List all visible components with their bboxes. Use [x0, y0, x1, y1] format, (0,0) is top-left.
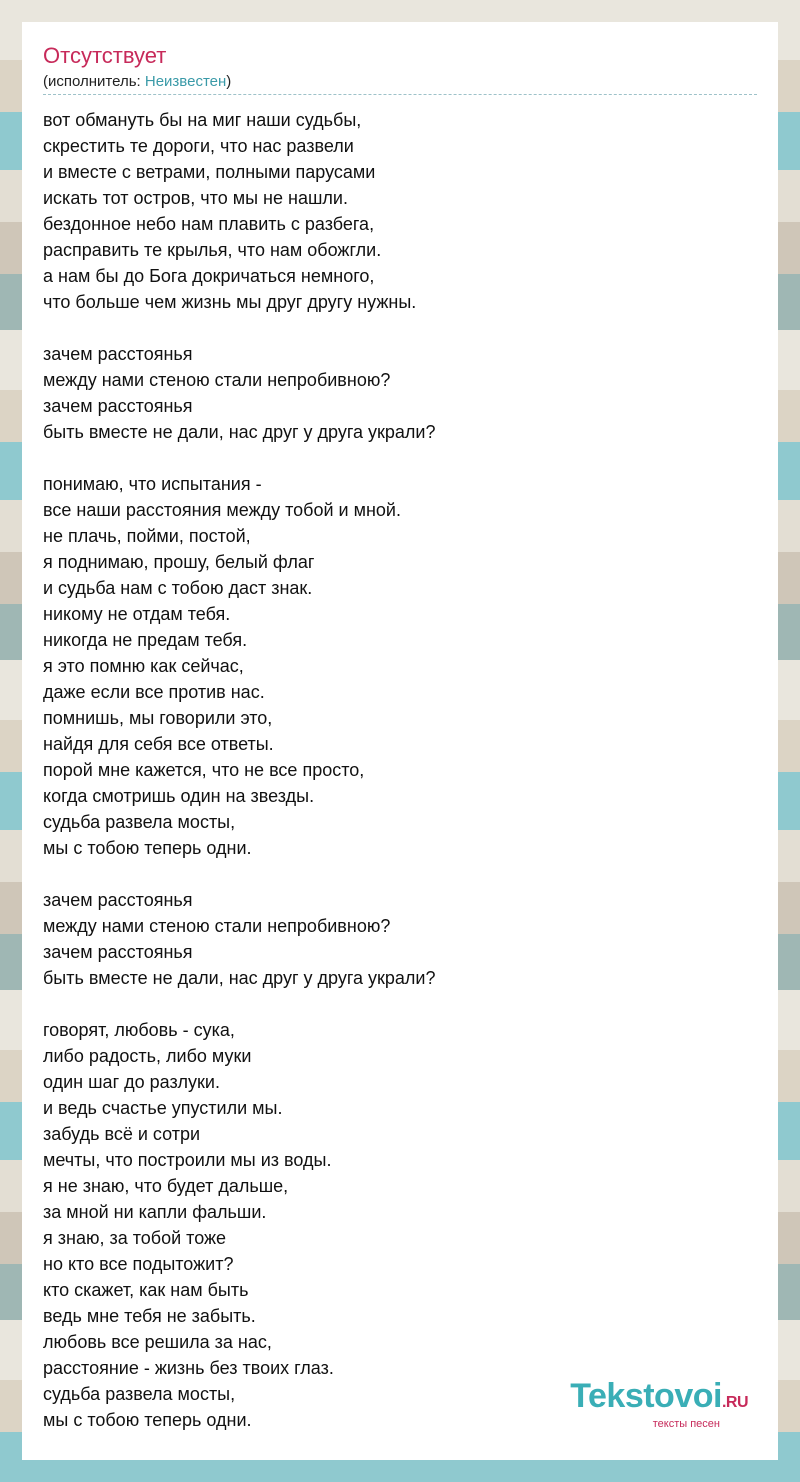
lyrics-line: судьба развела мосты, [43, 812, 236, 832]
lyrics-line: никому не отдам тебя. [43, 604, 231, 624]
artist-link[interactable]: Неизвестен [144, 73, 227, 90]
lyrics-line: помнишь, мы говорили это, [43, 708, 273, 728]
lyrics-line: и судьба нам с тобою даст знак. [43, 578, 313, 598]
lyrics-stanza [43, 107, 757, 315]
lyrics-line: между нами стеною стали непробивною? [43, 370, 391, 390]
lyrics-stanza [43, 1017, 757, 1433]
lyrics-line: один шаг до разлуки. [43, 1072, 220, 1092]
lyrics-stanza [43, 341, 757, 445]
lyrics-line: я знаю, за тобой тоже [43, 1228, 227, 1248]
lyrics-line: судьба развела мосты, [43, 1384, 236, 1404]
lyrics-line: я не знаю, что будет дальше, [43, 1176, 289, 1196]
lyrics-line: порой мне кажется, что не все просто, [43, 760, 365, 780]
lyrics-stanza [43, 471, 757, 861]
lyrics-line: а нам бы до Бога докричаться немного, [43, 266, 375, 286]
logo-wordmark [570, 1379, 748, 1420]
lyrics-card [22, 22, 778, 1460]
logo-name: Tekstovoi [570, 1377, 722, 1415]
lyrics-line: говорят, любовь - сука, [43, 1020, 235, 1040]
logo-tld: .RU [721, 1394, 748, 1411]
lyrics-line: забудь всё и сотри [43, 1124, 201, 1144]
lyrics-line: что больше чем жизнь мы друг другу нужны. [43, 292, 417, 312]
lyrics-line: вот обмануть бы на миг наши судьбы, [43, 110, 362, 130]
lyrics-line: быть вместе не дали, нас друг у друга украли? [43, 422, 436, 442]
lyrics-line: либо радость, либо муки [43, 1046, 252, 1066]
lyrics-line: когда смотришь один на звезды. [43, 786, 315, 806]
lyrics-line: все наши расстояния между тобой и мной. [43, 500, 401, 520]
lyrics-line: быть вместе не дали, нас друг у друга украли? [43, 968, 436, 988]
lyrics-line: найдя для себя все ответы. [43, 734, 274, 754]
lyrics-line: никогда не предам тебя. [43, 630, 248, 650]
lyrics-line: скрестить те дороги, что нас развели [43, 136, 354, 156]
lyrics-line: искать тот остров, что мы не нашли. [43, 188, 348, 208]
lyrics-line: бездонное небо нам плавить с разбега, [43, 214, 375, 234]
lyrics-line: и ведь счастье упустили мы. [43, 1098, 283, 1118]
lyrics-line: любовь все решила за нас, [43, 1332, 272, 1352]
lyrics-line: зачем расстоянья [43, 396, 193, 416]
logo-tagline: тексты песен [652, 1418, 720, 1430]
lyrics-line: ведь мне тебя не забыть. [43, 1306, 256, 1326]
lyrics-line: мы с тобою теперь одни. [43, 1410, 252, 1430]
lyrics-line: я поднимаю, прошу, белый флаг [43, 552, 315, 572]
lyrics-stanza [43, 887, 757, 991]
lyrics-body [43, 107, 757, 1433]
lyrics-line: за мной ни капли фальши. [43, 1202, 267, 1222]
lyrics-line: но кто все подытожит? [43, 1254, 234, 1274]
lyrics-line: мечты, что построили мы из воды. [43, 1150, 332, 1170]
lyrics-line: расстояние - жизнь без твоих глаз. [43, 1358, 334, 1378]
lyrics-line: зачем расстоянья [43, 344, 193, 364]
lyrics-line: зачем расстоянья [43, 890, 193, 910]
lyrics-line: мы с тобою теперь одни. [43, 838, 252, 858]
lyrics-line: кто скажет, как нам быть [43, 1280, 249, 1300]
artist-prefix: (исполнитель: [43, 73, 145, 90]
song-title: Отсутствует [43, 43, 167, 68]
lyrics-line: я это помню как сейчас, [43, 656, 244, 676]
lyrics-line: и вместе с ветрами, полными парусами [43, 162, 376, 182]
artist-suffix: ) [226, 73, 232, 90]
site-logo[interactable] [570, 1379, 748, 1430]
lyrics-line: понимаю, что испытания - [43, 474, 262, 494]
lyrics-line: между нами стеною стали непробивною? [43, 916, 391, 936]
lyrics-line: даже если все против нас. [43, 682, 265, 702]
artist-line [43, 72, 757, 95]
lyrics-line: не плачь, пойми, постой, [43, 526, 251, 546]
lyrics-line: расправить те крылья, что нам обожгли. [43, 240, 382, 260]
lyrics-line: зачем расстоянья [43, 942, 193, 962]
